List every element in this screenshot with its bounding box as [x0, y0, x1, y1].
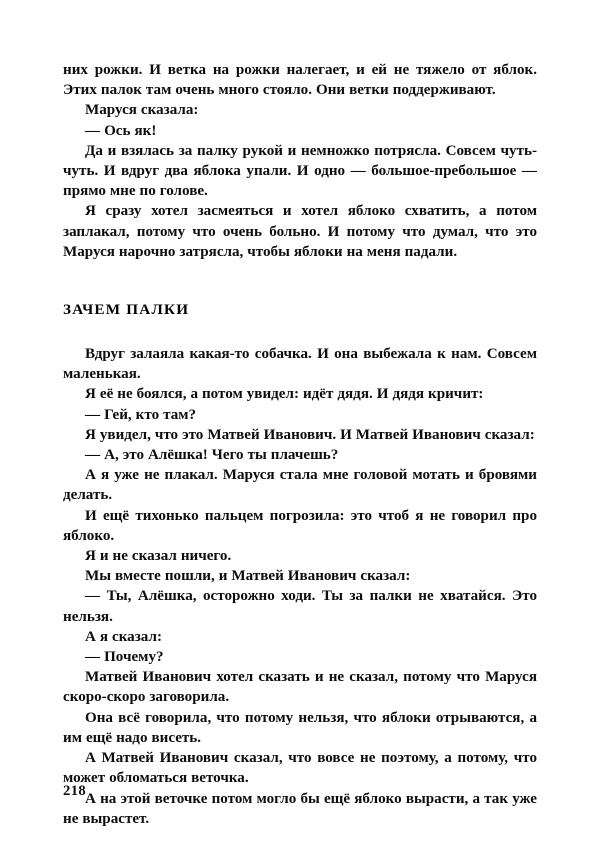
paragraph: Да и взялась за палку рукой и немножко потрясла. Совсем чуть-чуть. И вдруг два яблока упали. И одно — большое-пребольшое — прямо мне по голове. — [63, 142, 537, 200]
heading-top-spacer — [63, 262, 537, 300]
page-number: 218 — [63, 783, 87, 799]
dialogue-line: — Гей, кто там? — [85, 406, 197, 423]
paragraph: Я увидел, что это Матвей Иванович. И Матвей Иванович сказал: — [85, 426, 535, 443]
paragraph: А на этой веточке потом могло бы ещё яблоко вырасти, а так уже не вырастет. — [63, 790, 537, 827]
paragraph: А я сказал: — [85, 628, 162, 645]
paragraph: Маруся сказала: — [85, 102, 199, 119]
dialogue-line: — Почему? — [85, 649, 164, 666]
paragraph: Матвей Иванович хотел сказать и не сказал, потому что Маруся скоро-скоро заговорила. — [63, 669, 537, 706]
dialogue-line: — Ты, Алёшка, осторожно ходи. Ты за палки не хватайся. Это нельзя. — [63, 588, 537, 625]
paragraph: Вдруг залаяла какая-то собачка. И она выбежала к нам. Совсем маленькая. — [63, 346, 537, 383]
paragraph: Я её не боялся, а потом увидел: идёт дядя. И дядя кричит: — [85, 386, 484, 403]
paragraph: Мы вместе пошли, и Матвей Иванович сказал: — [85, 568, 411, 585]
section-heading: ЗАЧЕМ ПАЛКИ — [63, 301, 190, 319]
paragraph: А Матвей Иванович сказал, что вовсе не поэтому, а потому, что может обломаться веточка. — [63, 750, 537, 787]
heading-bottom-spacer — [63, 320, 537, 344]
dialogue-line: — Ось як! — [85, 122, 157, 139]
paragraph: А я уже не плакал. Маруся стала мне головой мотать и бровями делать. — [63, 467, 537, 504]
page-text-block — [63, 60, 537, 829]
paragraph: И ещё тихонько пальцем погрозила: это чтоб я не говорил про яблоко. — [63, 507, 537, 544]
paragraph: Я и не сказал ничего. — [85, 548, 232, 565]
paragraph: Я сразу хотел засмеяться и хотел яблоко схватить, а потом заплакал, потому что очень больно. И потому что думал, что это Маруся нарочно затрясла, чтобы яблоки на меня падали. — [63, 203, 537, 260]
dialogue-line: — А, это Алёшка! Чего ты плачешь? — [85, 447, 339, 464]
paragraph-continued: них рожки. И ветка на рожки налегает, и ей не тяжело от яблок. Этих палок там очень много стояло. Они ветки поддерживают. — [63, 62, 537, 99]
paragraph: Она всё говорила, что потому нельзя, что яблоки отрываются, а им ещё надо висеть. — [63, 709, 537, 746]
